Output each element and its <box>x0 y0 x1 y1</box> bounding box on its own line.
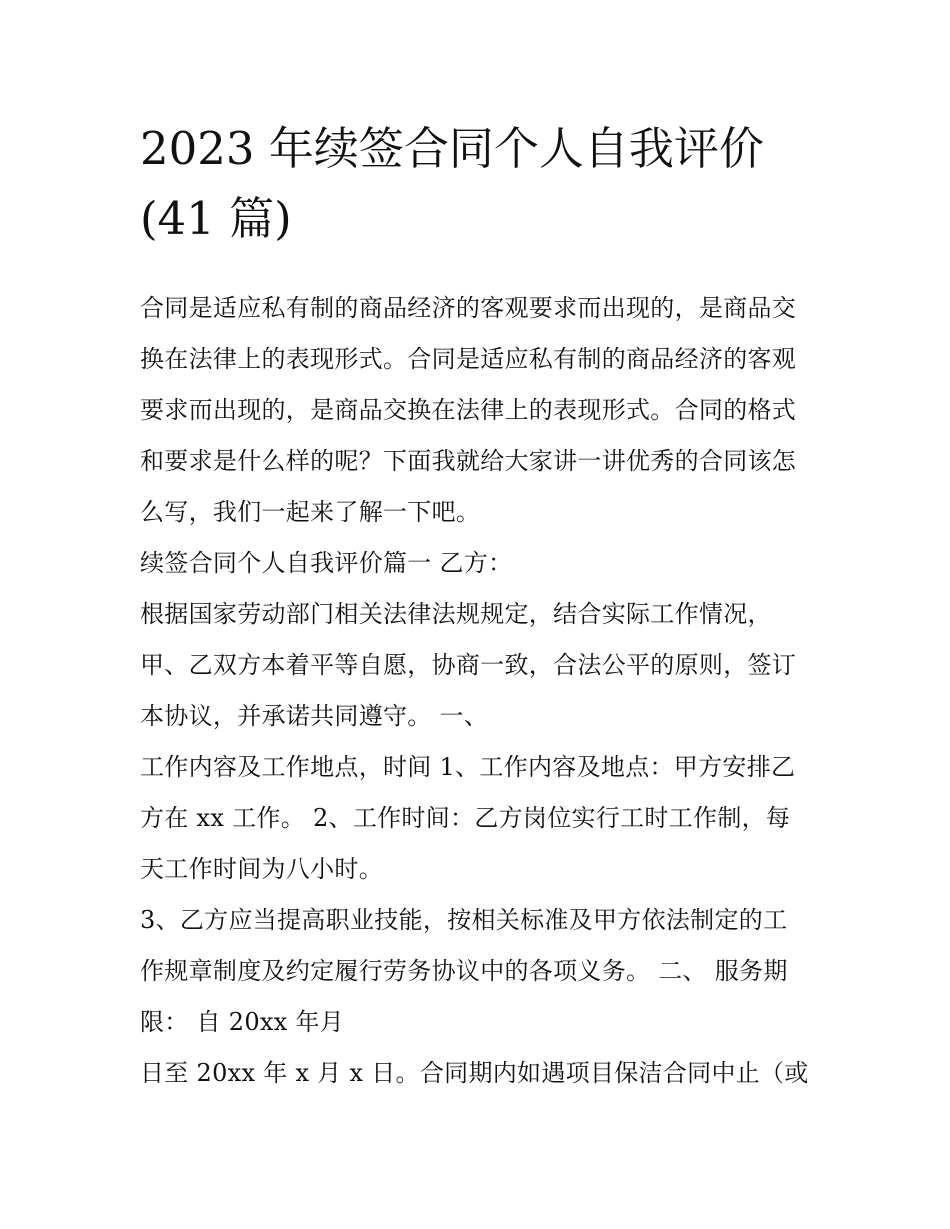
document-title <box>140 114 820 254</box>
text-line: 工作内容及工作地点，时间 1、工作内容及地点：甲方安排乙 <box>140 753 796 781</box>
paragraph-section-heading <box>140 538 816 589</box>
text-line: 作规章制度及约定履行劳务协议中的各项义务。 二、 服务期 <box>140 957 788 985</box>
text-line: 续签合同个人自我评价篇一 乙方： <box>140 549 513 577</box>
paragraph-term <box>140 1048 816 1099</box>
paragraph-intro <box>140 283 816 538</box>
document-body <box>140 283 816 1099</box>
title-line-2: (41 篇) <box>140 192 292 245</box>
text-line: 甲、乙双方本着平等自愿，协商一致，合法公平的原则，签订 <box>140 651 797 679</box>
text-line: 限： 自 20xx 年月 <box>140 1008 345 1036</box>
paragraph-obligations <box>140 895 816 1048</box>
text-line: 合同是适应私有制的商品经济的客观要求而出现的，是商品交 <box>140 294 797 322</box>
text-line: 要求而出现的，是商品交换在法律上的表现形式。合同的格式 <box>140 396 797 424</box>
text-line: 方在 xx 工作。 2、工作时间：乙方岗位实行工时工作制，每 <box>140 804 791 832</box>
text-line: 本协议，并承诺共同遵守。 一、 <box>140 702 489 730</box>
text-line: 天工作时间为八小时。 <box>140 855 383 883</box>
text-line: 和要求是什么样的呢？下面我就给大家讲一讲优秀的合同该怎 <box>140 447 797 475</box>
text-line: 么写，我们一起来了解一下吧。 <box>140 498 481 526</box>
paragraph-basis <box>140 589 816 742</box>
text-line: 3、乙方应当提高职业技能，按相关标准及甲方依法制定的工 <box>140 906 788 934</box>
text-line: 日至 20xx 年 x 月 x 日。合同期内如遇项目保洁合同中止（或 <box>140 1059 809 1087</box>
text-line: 换在法律上的表现形式。合同是适应私有制的商品经济的客观 <box>140 345 797 373</box>
title-line-1: 2023 年续签合同个人自我评价 <box>140 122 764 175</box>
text-line: 根据国家劳动部门相关法律法规规定，结合实际工作情况， <box>140 600 772 628</box>
paragraph-work-content <box>140 742 816 895</box>
